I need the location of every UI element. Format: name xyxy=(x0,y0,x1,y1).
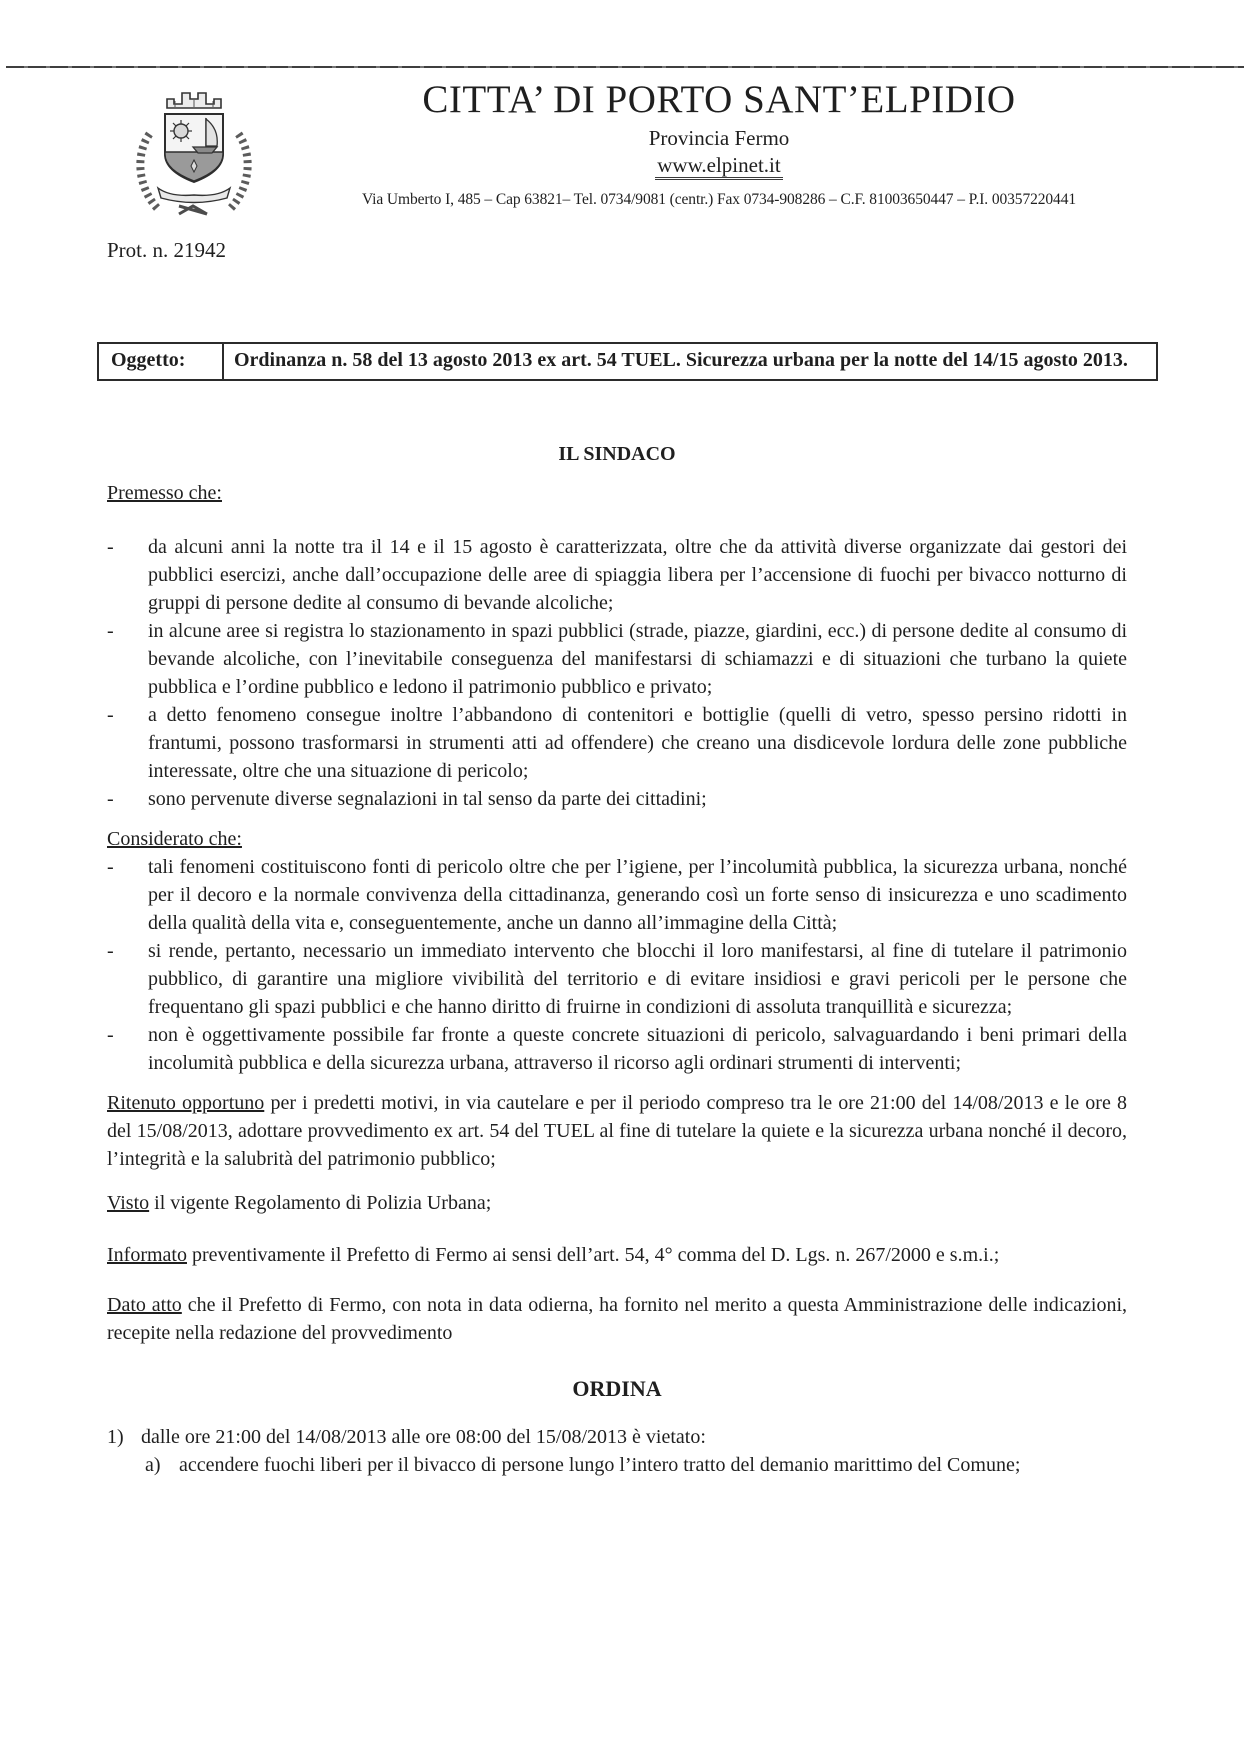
list-item xyxy=(107,937,1127,1021)
list-item xyxy=(107,853,1127,937)
ordina-subitem xyxy=(145,1451,1127,1479)
list-item xyxy=(107,533,1127,617)
dash-marker: - xyxy=(107,704,114,726)
premesso-heading-text: Premesso che: xyxy=(107,482,222,504)
premesso-list xyxy=(107,533,1127,813)
subject-text: Ordinanza n. 58 del 13 agosto 2013 ex art. 54 TUEL. Sicurezza urbana per la notte del 14/15 agosto 2013. xyxy=(223,343,1157,380)
subject-label: Oggetto: xyxy=(98,343,223,380)
list-item-text: si rende, pertanto, necessario un immediato intervento che blocchi il loro manifestarsi, al fine di tutelare il patrimonio pubblico, di garantire una migliore vivibilità del territorio e di evitare insidiosi e gravi pericoli per le persone che frequentano gli spazi pubblici e che hanno diritto di fruirne in condizioni di assoluta tranquillità e sicurezza; xyxy=(148,940,1127,1018)
coat-of-arms-icon xyxy=(127,74,261,220)
ordina-list xyxy=(107,1423,1127,1479)
considerato-heading xyxy=(107,825,1127,853)
considerato-heading-text: Considerato che: xyxy=(107,828,242,850)
dash-marker: - xyxy=(107,620,114,642)
coat-of-arms xyxy=(127,74,261,220)
list-item xyxy=(107,1021,1127,1077)
informato-paragraph xyxy=(107,1241,1127,1269)
premesso-heading xyxy=(107,479,1127,507)
list-item-text: a detto fenomeno consegue inoltre l’abbandono di contenitori e bottiglie (quelli di vetro, spesso persino ridotti in frantumi, possono trasformarsi in strumenti atti ad offendere) che creano una disdicevole lordura delle zone pubbliche interessate, oltre che una situazione di pericolo; xyxy=(148,704,1127,782)
dash-marker: - xyxy=(107,788,114,810)
list-item-text: non è oggettivamente possibile far fronte a queste concrete situazioni di pericolo, salvaguardando i beni primari della incolumità pubblica e della sicurezza urbana, attraverso il ricorso agli ordinari strumenti di interventi; xyxy=(148,1024,1127,1074)
list-item-text: tali fenomeni costituiscono fonti di pericolo oltre che per l’igiene, per l’incolumità pubblica, la sicurezza urbana, nonché per il decoro e la normale convivenza della cittadinanza, generando così un forte senso di insicurezza e uno scadimento della qualità della vita e, conseguentemente, anche un danno all’immagine della Città; xyxy=(148,856,1127,934)
ritenuto-text: per i predetti motivi, in via cautelare e per il periodo compreso tra le ore 21:00 del 14/08/2013 e le ore 8 del 15/08/2013, adottare provvedimento ex art. 54 del TUEL al fine di tutelare la quiete e la sicurezza urbana nonché il decoro, l’integrità e la salubrità del patrimonio pubblico; xyxy=(107,1092,1127,1170)
ordina-subitem-text: accendere fuochi liberi per il bivacco di persone lungo l’intero tratto del demanio marittimo del Comune; xyxy=(179,1454,1021,1476)
visto-paragraph xyxy=(107,1189,1127,1217)
top-divider-rule xyxy=(6,66,1244,68)
dash-marker: - xyxy=(107,940,114,962)
page-title: CITTA’ DI PORTO SANT’ELPIDIO xyxy=(422,78,1016,121)
list-item xyxy=(107,701,1127,785)
dash-marker: - xyxy=(107,856,114,878)
informato-lead: Informato xyxy=(107,1244,187,1266)
dato-atto-text: che il Prefetto di Fermo, con nota in data odierna, ha fornito nel merito a questa Amministrazione delle indicazioni, recepite nella redazione del provvedimento xyxy=(107,1294,1128,1344)
ordina-item-marker: 1) xyxy=(107,1426,124,1448)
website-line xyxy=(280,153,1158,177)
list-item-text: in alcune aree si registra lo stazionamento in spazi pubblici (strade, piazze, giardini, ecc.) di persone dedite al consumo di bevande alcoliche, con l’inevitabile conseguenza del manifestarsi di schiamazzi e di situazioni che turbano la quiete pubblica e l’ordine pubblico e ledono il patrimonio pubblico e privato; xyxy=(148,620,1127,698)
sindaco-heading: IL SINDACO xyxy=(558,443,676,465)
ritenuto-paragraph xyxy=(107,1089,1127,1173)
province-subtitle: Provincia Fermo xyxy=(648,126,790,150)
list-item-text: sono pervenute diverse segnalazioni in tal senso da parte dei cittadini; xyxy=(148,788,707,810)
document-body xyxy=(107,440,1127,1479)
ordina-item xyxy=(107,1423,1127,1451)
list-item xyxy=(107,785,1127,813)
dash-marker: - xyxy=(107,1024,114,1046)
dash-marker: - xyxy=(107,536,114,558)
ordina-heading: ORDINA xyxy=(572,1376,662,1401)
visto-lead: Visto xyxy=(107,1192,150,1214)
letterhead-text xyxy=(280,78,1158,210)
subject-row xyxy=(98,343,1157,380)
ordina-subitem-marker: a) xyxy=(145,1454,161,1476)
list-item xyxy=(107,617,1127,701)
address-line: Via Umberto I, 485 – Cap 63821– Tel. 0734/9081 (centr.) Fax 0734-908286 – C.F. 81003650447 – P.I. 00357220441 xyxy=(361,191,1076,208)
visto-text: il vigente Regolamento di Polizia Urbana; xyxy=(154,1192,492,1214)
protocol-number: Prot. n. 21942 xyxy=(107,238,227,262)
dato-atto-lead: Dato atto xyxy=(107,1294,182,1316)
website-url: www.elpinet.it xyxy=(655,153,782,180)
letterhead xyxy=(0,74,1248,224)
dato-atto-paragraph xyxy=(107,1291,1127,1347)
subject-table xyxy=(97,342,1158,381)
ordina-item-text: dalle ore 21:00 del 14/08/2013 alle ore 08:00 del 15/08/2013 è vietato: xyxy=(141,1426,706,1448)
informato-text: preventivamente il Prefetto di Fermo ai sensi dell’art. 54, 4° comma del D. Lgs. n. 267/2000 e s.m.i.; xyxy=(191,1244,1000,1266)
ritenuto-lead: Ritenuto opportuno xyxy=(107,1092,265,1114)
considerato-list xyxy=(107,853,1127,1077)
list-item-text: da alcuni anni la notte tra il 14 e il 15 agosto è caratterizzata, oltre che da attività diverse organizzate dai gestori dei pubblici esercizi, anche dall’occupazione delle aree di spiaggia libera per l’accensione di fuochi per bivacco notturno di gruppi di persone dedite al consumo di bevande alcoliche; xyxy=(148,536,1127,614)
